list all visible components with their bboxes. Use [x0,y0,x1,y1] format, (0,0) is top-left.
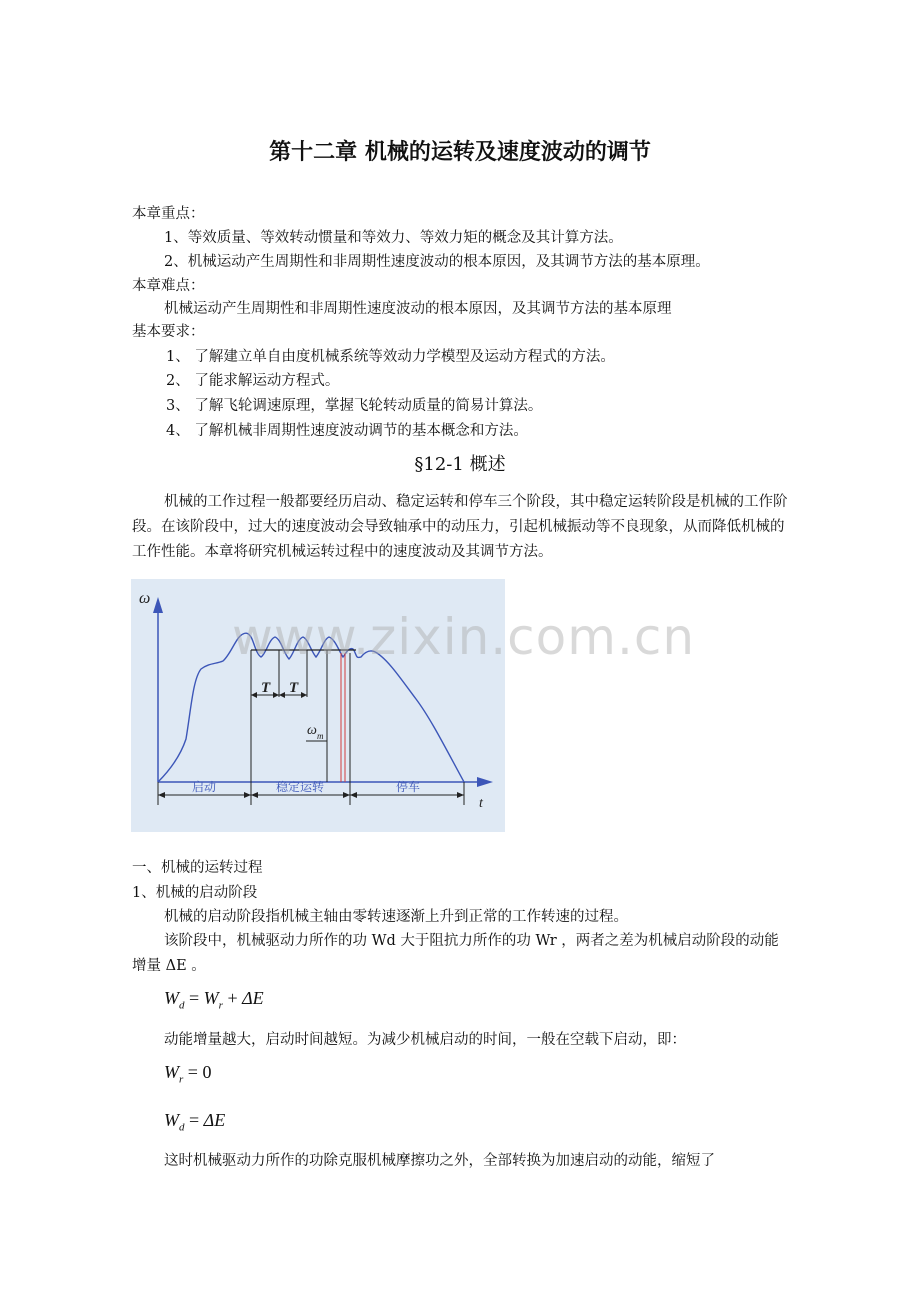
subsection-heading: 1、机械的启动阶段 [132,885,258,901]
requirements-heading: 基本要求： [132,324,205,340]
equation-2: $W_r = 0$ [164,1062,212,1086]
requirement-item: 1、 了解建立单自由度机械系统等效动力学模型及运动方程式的方法。 [166,349,615,365]
part-heading: 一、机械的运转过程 [132,860,263,876]
focus-item: 2、机械运动产生周期性和非周期性速度波动的根本原因，及其调节方法的基本原理。 [164,254,710,270]
focus-heading: 本章重点： [132,206,205,222]
x-axis-arrow [477,777,493,787]
period-label: T [261,680,271,696]
difficulty-heading: 本章难点： [132,278,205,294]
mean-speed-subscript: m [317,731,324,741]
requirement-item: 3、 了解飞轮调速原理，掌握飞轮转动质量的简易计算法。 [166,398,543,414]
phase-label-steady: 稳定运转 [275,780,325,794]
equation-1: $W_d = W_r + \Delta E$ [164,988,264,1012]
intro-paragraph: 机械的工作过程一般都要经历启动、稳定运转和停车三个阶段，其中稳定运转阶段是机械的工作阶段。在该阶段中，过大的速度波动会导致轴承中的动压力，引起机械振动等不良现象，从而降低机械的工作性能。本章将研究机械运转过程中的速度波动及其调节方法。 [132,494,788,560]
requirement-item: 4、 了解机械非周期性速度波动调节的基本概念和方法。 [166,423,528,439]
focus-item: 1、等效质量、等效转动惯量和等效力、等效力矩的概念及其计算方法。 [164,230,623,246]
paragraph: 该阶段中，机械驱动力所作的功 Wd 大于阻抗力所作的功 Wr ，两者之差为机械启动阶段的动能增量 ΔE 。 [132,933,779,974]
requirement-item: 2、 了能求解运动方程式。 [166,373,340,389]
section-heading: §12-1 概述 [414,454,506,475]
watermark: www.zixin.com.cn [232,608,696,666]
period-label: T [289,680,299,696]
mean-speed-label: ω [307,723,317,738]
y-axis-arrow [153,597,163,613]
paragraph: 这时机械驱动力所作的功除克服机械摩擦功之外，全部转换为加速启动的动能，缩短了 [164,1153,715,1169]
equation-3: $W_d = \Delta E$ [164,1110,226,1134]
paragraph: 机械的启动阶段指机械主轴由零转速逐渐上升到正常的工作转速的过程。 [164,909,628,925]
x-axis-label: t [479,796,483,811]
phase-label-stop: 停车 [395,780,421,794]
difficulty-text: 机械运动产生周期性和非周期性速度波动的根本原因，及其调节方法的基本原理 [164,301,672,317]
y-axis-label: ω [139,590,151,607]
paragraph: 动能增量越大，启动时间越短。为减少机械启动的时间，一般在空载下启动，即： [164,1032,686,1048]
chapter-title: 第十二章 机械的运转及速度波动的调节 [269,140,651,165]
phase-label-start: 启动 [191,780,217,794]
